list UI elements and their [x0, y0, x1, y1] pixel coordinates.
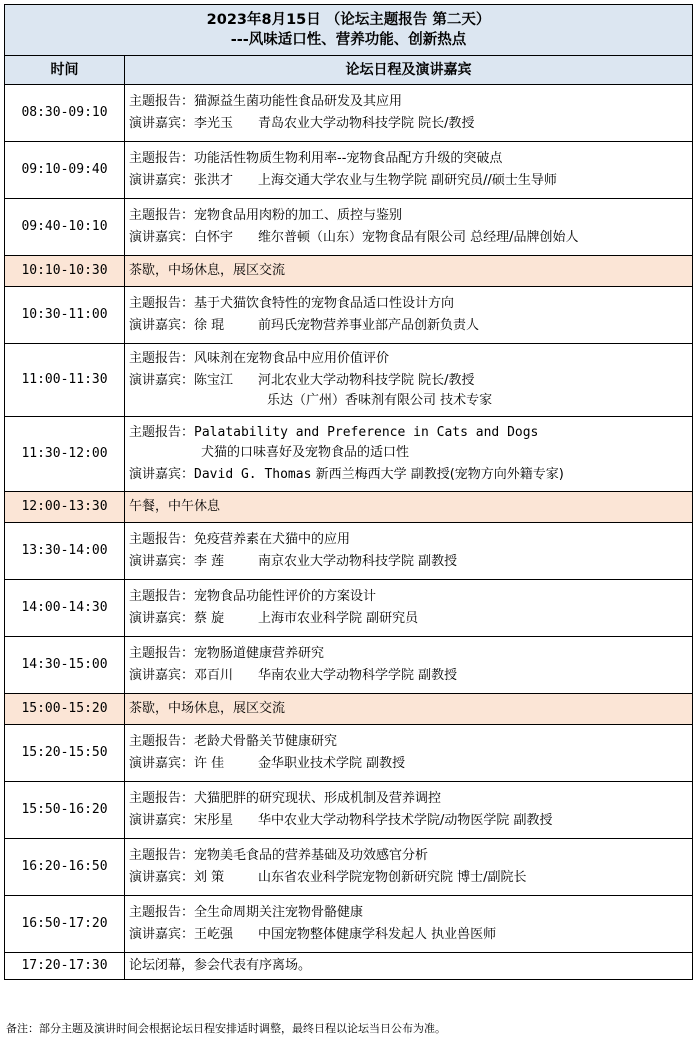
agenda-cell: [125, 142, 693, 199]
speaker-org: 河北农业大学动物科技学院 院长/教授: [258, 373, 475, 388]
table-row: [5, 523, 693, 580]
table-row: [5, 287, 693, 344]
time-cell: 16:20-16:50: [5, 839, 125, 896]
topic-label: 主题报告：: [129, 848, 195, 863]
break-row: [5, 256, 693, 287]
agenda-cell: [125, 896, 693, 953]
time-cell: 15:00-15:20: [5, 694, 125, 725]
speaker-org: 华南农业大学动物科学学院 副教授: [258, 668, 458, 683]
time-cell: 14:00-14:30: [5, 580, 125, 637]
break-text: 午餐，中午休息: [125, 492, 693, 523]
closing-text: 论坛闭幕，参会代表有序离场。: [125, 953, 693, 980]
title-line-2: ---风味适口性、营养功能、创新热点: [230, 32, 467, 48]
topic-title: 宠物食品功能性评价的方案设计: [194, 589, 377, 604]
time-cell: 15:50-16:20: [5, 782, 125, 839]
speaker-label: 演讲嘉宾：: [129, 554, 195, 569]
topic-title: 猫源益生菌功能性食品研发及其应用: [194, 94, 403, 109]
break-text: 茶歇，中场休息，展区交流: [125, 694, 693, 725]
time-cell: 16:50-17:20: [5, 896, 125, 953]
column-header-time: 时间: [5, 56, 125, 85]
break-row: [5, 694, 693, 725]
break-row: [5, 492, 693, 523]
agenda-cell: [125, 417, 693, 492]
schedule-wrapper: [4, 4, 692, 980]
time-cell: 11:30-12:00: [5, 417, 125, 492]
time-cell: 15:20-15:50: [5, 725, 125, 782]
time-cell: 17:20-17:30: [5, 953, 125, 980]
topic-title: 宠物食品用肉粉的加工、质控与鉴别: [194, 208, 403, 223]
topic-label: 主题报告：: [129, 94, 195, 109]
speaker-label: 演讲嘉宾：: [129, 611, 195, 626]
footnote: 备注：部分主题及演讲时间会根据论坛日程安排适时调整，最终日程以论坛当日公布为准。: [6, 1022, 446, 1035]
time-cell: 12:00-13:30: [5, 492, 125, 523]
topic-label: 主题报告：: [129, 646, 195, 661]
speaker-org: 新西兰梅西大学 副教授(宠物方向外籍专家): [315, 467, 564, 482]
time-cell: 09:10-09:40: [5, 142, 125, 199]
topic-title: 基于犬猫饮食特性的宠物食品适口性设计方向: [194, 296, 455, 311]
column-header-agenda: 论坛日程及演讲嘉宾: [125, 56, 693, 85]
speaker-name: 刘 策: [194, 870, 225, 885]
speaker-label: 演讲嘉宾：: [129, 813, 195, 828]
speaker-name: 许 佳: [194, 756, 225, 771]
time-cell: 13:30-14:00: [5, 523, 125, 580]
speaker-name: 王屹强: [194, 927, 234, 942]
topic-label: 主题报告：: [129, 589, 195, 604]
topic-label: 主题报告：: [129, 734, 195, 749]
table-row: [5, 85, 693, 142]
speaker-label: 演讲嘉宾：: [129, 373, 195, 388]
topic-title: 免疫营养素在犬猫中的应用: [194, 532, 351, 547]
table-title: [5, 5, 693, 56]
topic-subtitle: 犬猫的口味喜好及宠物食品的适口性: [201, 445, 410, 460]
speaker-org: 金华职业技术学院 副教授: [258, 756, 406, 771]
speaker-name: 蔡 旋: [194, 611, 225, 626]
agenda-cell: [125, 782, 693, 839]
speaker-name: 张洪才: [194, 173, 234, 188]
speaker-label: 演讲嘉宾：: [129, 230, 195, 245]
speaker-name: 陈宝江: [194, 373, 234, 388]
topic-title: 犬猫肥胖的研究现状、形成机制及营养调控: [194, 791, 442, 806]
time-cell: 11:00-11:30: [5, 344, 125, 417]
speaker-org: 上海市农业科学院 副研究员: [258, 611, 419, 626]
agenda-cell: [125, 637, 693, 694]
table-row: [5, 637, 693, 694]
speaker-label: 演讲嘉宾：: [129, 668, 195, 683]
closing-row: [5, 953, 693, 980]
speaker-label: 演讲嘉宾：: [129, 756, 195, 771]
topic-label: 主题报告：: [129, 296, 195, 311]
speaker-org: 南京农业大学动物科技学院 副教授: [258, 554, 458, 569]
topic-label: 主题报告：: [129, 791, 195, 806]
topic-title: 风味剂在宠物食品中应用价值评价: [194, 351, 390, 366]
topic-title: 全生命周期关注宠物骨骼健康: [194, 905, 364, 920]
table-row: [5, 782, 693, 839]
table-row: [5, 417, 693, 492]
time-cell: 08:30-09:10: [5, 85, 125, 142]
speaker-name: 邓百川: [194, 668, 234, 683]
table-row: [5, 839, 693, 896]
time-cell: 10:30-11:00: [5, 287, 125, 344]
topic-label: 主题报告：: [129, 208, 195, 223]
speaker-name: David G. Thomas: [194, 467, 312, 482]
topic-title: 宠物肠道健康营养研究: [194, 646, 325, 661]
agenda-cell: [125, 580, 693, 637]
speaker-label: 演讲嘉宾：: [129, 318, 195, 333]
table-row: [5, 142, 693, 199]
topic-title: 宠物美毛食品的营养基础及功效感官分析: [194, 848, 429, 863]
speaker-org-secondary: 乐达（广州）香味剂有限公司 技术专家: [267, 393, 493, 408]
table-row: [5, 199, 693, 256]
speaker-org: 山东省农业科学院宠物创新研究院 博士/副院长: [258, 870, 527, 885]
agenda-cell: [125, 85, 693, 142]
table-row: [5, 725, 693, 782]
topic-label: 主题报告：: [129, 151, 195, 166]
topic-title: 功能活性物质生物利用率--宠物食品配方升级的突破点: [194, 151, 503, 166]
topic-title: Palatability and Preference in Cats and Dogs: [194, 425, 539, 440]
agenda-cell: [125, 839, 693, 896]
time-cell: 09:40-10:10: [5, 199, 125, 256]
topic-label: 主题报告：: [129, 532, 195, 547]
speaker-name: 李光玉: [194, 116, 234, 131]
speaker-name: 宋彤星: [194, 813, 234, 828]
time-cell: 14:30-15:00: [5, 637, 125, 694]
speaker-label: 演讲嘉宾：: [129, 927, 195, 942]
agenda-cell: [125, 344, 693, 417]
speaker-org: 华中农业大学动物科学技术学院/动物医学院 副教授: [258, 813, 553, 828]
topic-label: 主题报告：: [129, 425, 195, 440]
time-cell: 10:10-10:30: [5, 256, 125, 287]
speaker-name: 李 莲: [194, 554, 225, 569]
topic-label: 主题报告：: [129, 351, 195, 366]
table-row: [5, 344, 693, 417]
speaker-label: 演讲嘉宾：: [129, 116, 195, 131]
speaker-name: 徐 琨: [194, 318, 225, 333]
schedule-table: [4, 4, 693, 980]
agenda-cell: [125, 287, 693, 344]
agenda-cell: [125, 523, 693, 580]
break-text: 茶歇，中场休息，展区交流: [125, 256, 693, 287]
speaker-label: 演讲嘉宾：: [129, 173, 195, 188]
table-row: [5, 580, 693, 637]
speaker-label: 演讲嘉宾：: [129, 467, 195, 482]
agenda-cell: [125, 199, 693, 256]
speaker-org: 维尔普顿（山东）宠物食品有限公司 总经理/品牌创始人: [258, 230, 579, 245]
topic-label: 主题报告：: [129, 905, 195, 920]
speaker-org: 上海交通大学农业与生物学院 副研究员//硕士生导师: [258, 173, 557, 188]
agenda-cell: [125, 725, 693, 782]
title-line-1: 2023年8月15日 （论坛主题报告 第二天）: [206, 12, 491, 28]
speaker-name: 白怀宇: [194, 230, 234, 245]
speaker-org: 前玛氏宠物营养事业部产品创新负责人: [258, 318, 480, 333]
table-row: [5, 896, 693, 953]
topic-title: 老龄犬骨骼关节健康研究: [194, 734, 338, 749]
speaker-org: 中国宠物整体健康学科发起人 执业兽医师: [258, 927, 497, 942]
speaker-org: 青岛农业大学动物科技学院 院长/教授: [258, 116, 475, 131]
speaker-label: 演讲嘉宾：: [129, 870, 195, 885]
